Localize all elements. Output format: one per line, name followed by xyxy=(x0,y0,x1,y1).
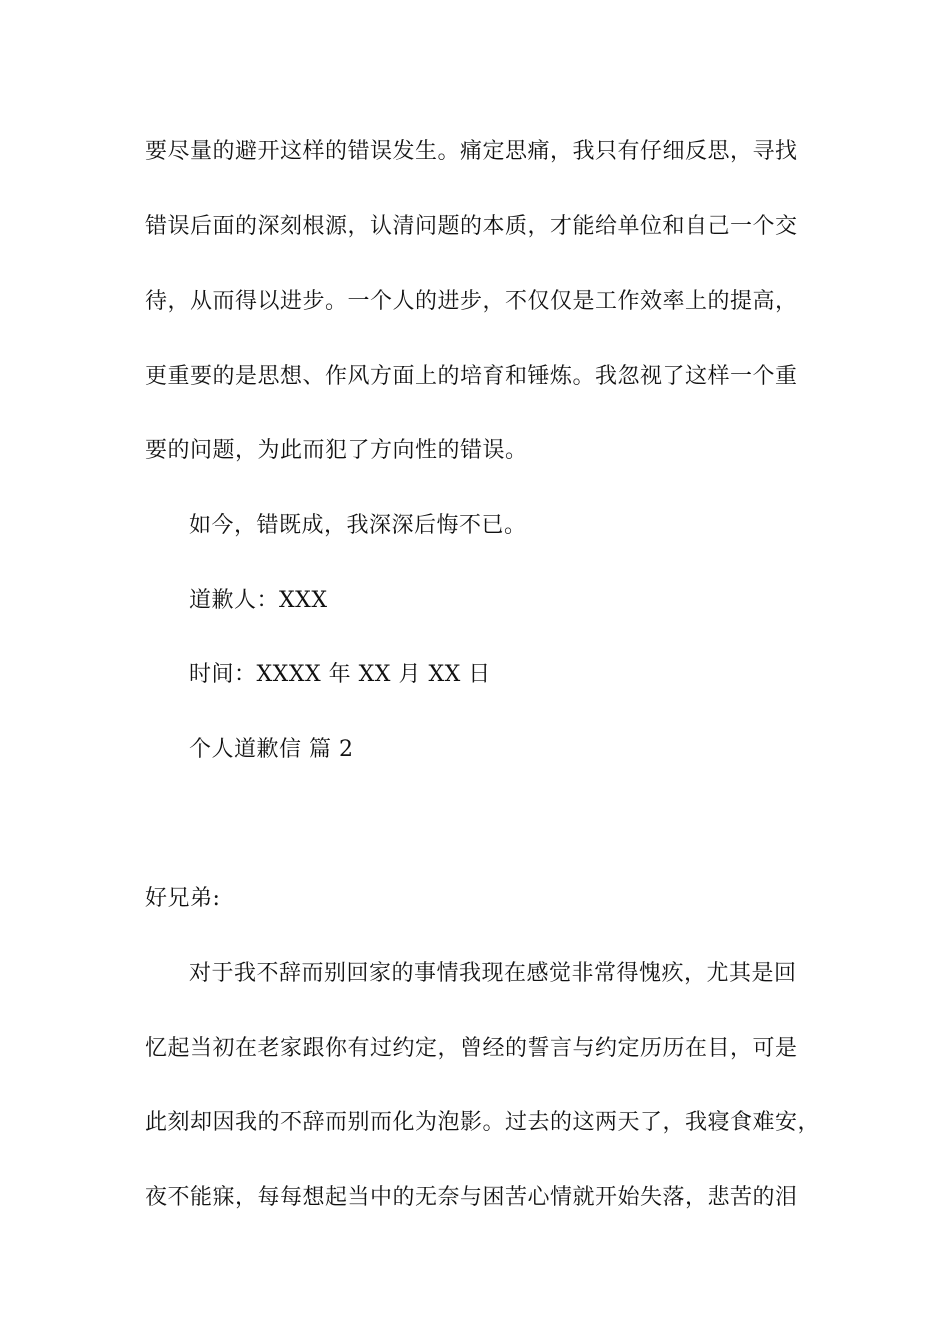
date-line: 时间：XXXX 年 XX 月 XX 日 xyxy=(189,662,491,687)
paragraph-line: 要的问题，为此而犯了方向性的错误。 xyxy=(145,438,528,463)
section-title: 个人道歉信 篇 2 xyxy=(189,737,354,762)
signature-line: 道歉人：XXX xyxy=(189,588,328,613)
closing-remark: 如今，错既成，我深深后悔不已。 xyxy=(189,513,527,538)
paragraph-line: 此刻却因我的不辞而别而化为泡影。过去的这两天了，我寝食难安， xyxy=(145,1110,821,1135)
paragraph-line: 对于我不辞而别回家的事情我现在感觉非常得愧疚，尤其是回 xyxy=(189,961,797,986)
salutation: 好兄弟: xyxy=(145,886,221,911)
paragraph-line: 要尽量的避开这样的错误发生。痛定思痛，我只有仔细反思，寻找 xyxy=(145,139,798,164)
paragraph-line: 待，从而得以进步。一个人的进步，不仅仅是工作效率上的提高， xyxy=(145,289,798,314)
paragraph-line: 夜不能寐，每每想起当中的无奈与困苦心情就开始失落，悲苦的泪 xyxy=(145,1185,798,1210)
paragraph-line: 错误后面的深刻根源，认清问题的本质，才能给单位和自己一个交 xyxy=(145,214,798,239)
paragraph-line: 更重要的是思想、作风方面上的培育和锤炼。我忽视了这样一个重 xyxy=(145,364,798,389)
paragraph-line: 忆起当初在老家跟你有过约定，曾经的誓言与约定历历在目，可是 xyxy=(145,1036,798,1061)
